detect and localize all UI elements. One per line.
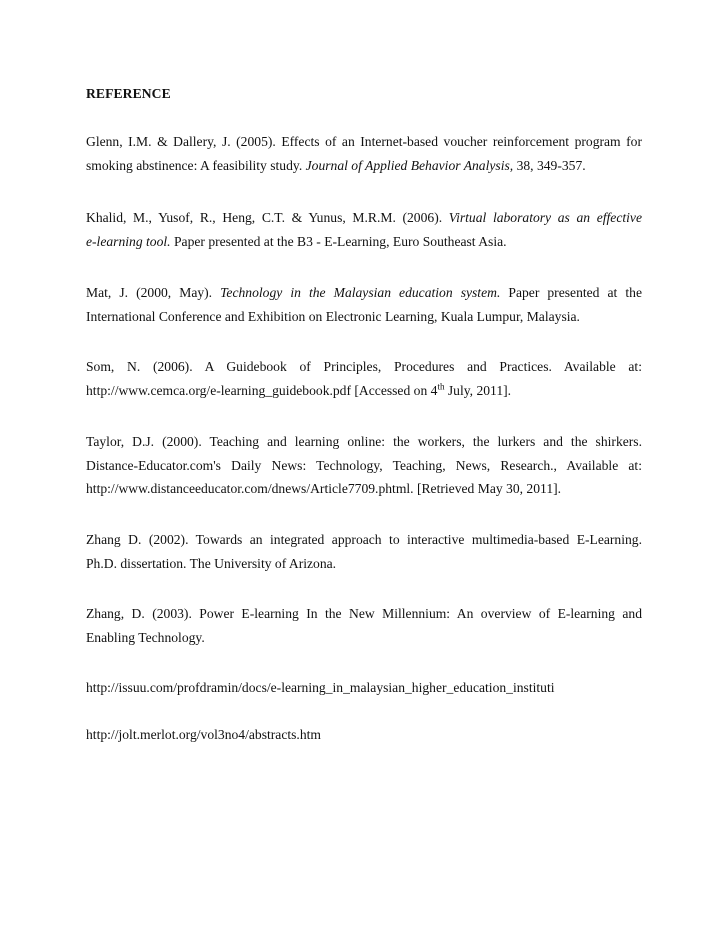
reference-entry-glenn [86, 130, 642, 177]
reference-line: Taylor, D.J. (2000). Teaching and learning online: the workers, the lurkers and the shirkers. [86, 434, 642, 449]
url-text: http://jolt.merlot.org/vol3no4/abstracts.htm [86, 727, 321, 742]
reference-text: Paper presented at the [500, 285, 642, 300]
reference-line: Glenn, I.M. & Dallery, J. (2005). Effects of an Internet-based voucher reinforcement program for [86, 134, 642, 149]
reference-line [86, 154, 642, 178]
reference-text: Paper presented at the B3 - E-Learning, Euro Southeast Asia. [170, 233, 507, 249]
reference-line [86, 230, 642, 254]
reference-line: Zhang, D. (2003). Power E-learning In the New Millennium: An overview of E-learning and [86, 606, 642, 621]
work-title: Virtual laboratory as an effective [448, 210, 642, 225]
journal-title: Journal of Applied Behavior Analysis, [305, 157, 514, 173]
reference-line [86, 206, 642, 230]
reference-entry-jolt [86, 723, 642, 747]
reference-entry-zhang-2003 [86, 602, 642, 649]
reference-text: Mat, J. (2000, May). [86, 285, 221, 300]
reference-line: International Conference and Exhibition on Electronic Learning, Kuala Lumpur, Malaysia. [86, 308, 580, 324]
reference-entry-som [86, 355, 642, 402]
reference-line [86, 379, 642, 403]
reference-text: 38, 349-357. [513, 157, 586, 173]
reference-entry-mat [86, 281, 642, 328]
reference-text: Khalid, M., Yusof, R., Heng, C.T. & Yunus, M.R.M. (2006). [86, 210, 449, 225]
reference-entry-taylor [86, 430, 642, 501]
url-text: http://issuu.com/profdramin/docs/e-learning_in_malaysian_higher_education_instituti [86, 680, 555, 695]
work-title: Technology in the Malaysian education system. [220, 285, 501, 300]
reference-entry-zhang-2002 [86, 528, 642, 575]
reference-entry-issuu [86, 676, 642, 700]
reference-line: Enabling Technology. [86, 629, 205, 645]
work-title: e-learning tool. [86, 233, 171, 249]
reference-line: Zhang D. (2002). Towards an integrated approach to interactive multimedia-based E-Learning. [86, 532, 642, 547]
reference-entry-khalid [86, 206, 642, 253]
page-title: REFERENCE [86, 86, 171, 101]
reference-line [86, 281, 642, 305]
reference-line: Distance-Educator.com's Daily News: Technology, Teaching, News, Research., Available at: [86, 457, 642, 473]
ordinal-suffix: th [437, 380, 445, 391]
reference-text: July, 2011]. [444, 382, 512, 398]
reference-text: smoking abstinence: A feasibility study. [86, 157, 306, 173]
reference-line: Ph.D. dissertation. The University of Arizona. [86, 555, 337, 571]
reference-line: Som, N. (2006). A Guidebook of Principles, Procedures and Practices. Available at: [86, 359, 642, 374]
reference-line: http://www.distanceeducator.com/dnews/Article7709.phtml. [Retrieved May 30, 2011]. [86, 481, 562, 496]
url-text: http://www.cemca.org/e-learning_guidebook.pdf [Accessed on 4 [86, 382, 438, 398]
